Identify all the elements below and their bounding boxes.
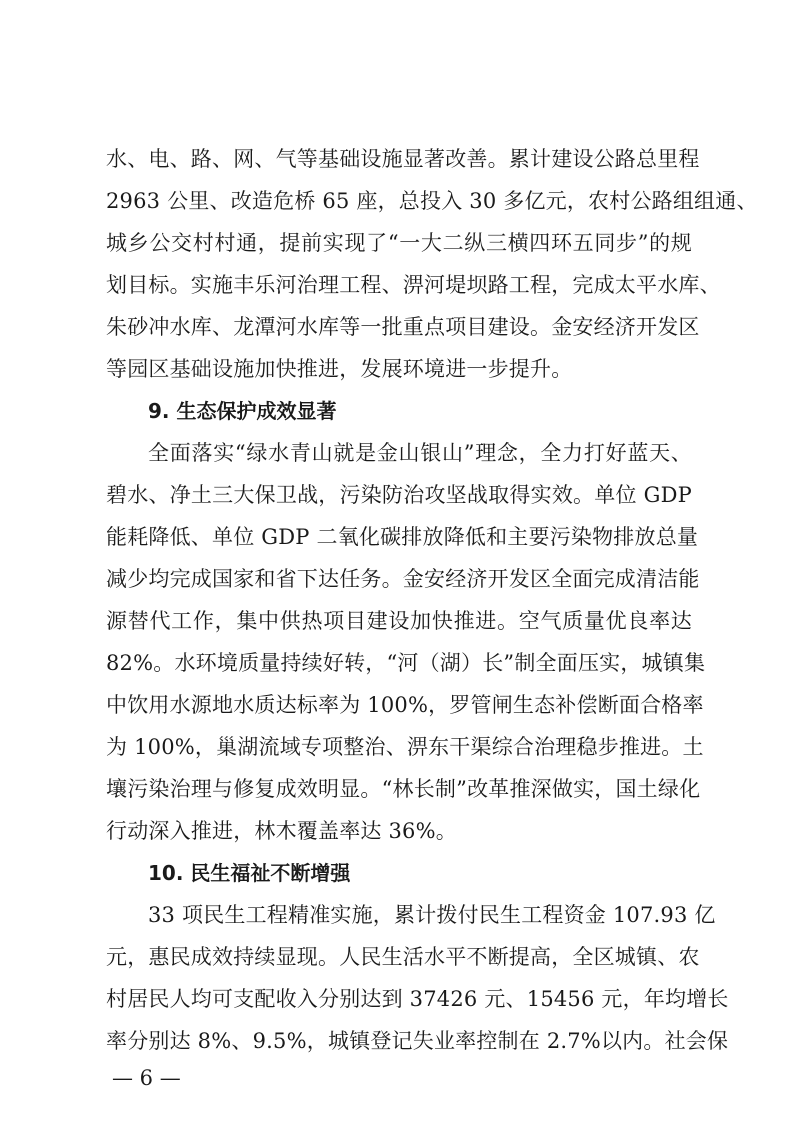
text-line: 源替代工作，集中供热项目建设加快推进。空气质量优良率达: [106, 609, 692, 633]
text-line: 城乡公交村村通，提前实现了“一大二纵三横四环五同步”的规: [106, 231, 692, 255]
text-line: 划目标。实施丰乐河治理工程、淠河堤坝路工程，完成太平水库、: [106, 273, 721, 297]
text-line: 率分别达 8%、9.5%，城镇登记失业率控制在 2.7%以内。社会保: [106, 1029, 729, 1053]
text-line: 村居民人均可支配收入分别达到 37426 元、15456 元，年均增长: [106, 987, 729, 1011]
text-line: 壤污染治理与修复成效明显。“林长制”改革推深做实，国土绿化: [106, 777, 701, 801]
text-line: 行动深入推进，林木覆盖率达 36%。: [106, 819, 457, 843]
text-line: 减少均完成国家和省下达任务。金安经济开发区全面完成清洁能: [106, 567, 700, 591]
text-line: 朱砂冲水库、龙潭河水库等一批重点项目建设。金安经济开发区: [106, 315, 700, 339]
text-line: 水、电、路、网、气等基础设施显著改善。累计建设公路总里程: [106, 147, 700, 171]
section-heading-ecology: 9. 生态保护成效显著: [148, 399, 337, 423]
text-line: 全面落实“绿水青山就是金山银山”理念，全力打好蓝天、: [148, 441, 692, 465]
page-number: — 6 —: [112, 1066, 181, 1090]
text-line: 82%。水环境质量持续好转，“河（湖）长”制全面压实，城镇集: [106, 651, 706, 675]
text-line: 碧水、净土三大保卫战，污染防治攻坚战取得实效。单位 GDP: [106, 483, 692, 507]
text-line: 元，惠民成效持续显现。人民生活水平不断提高，全区城镇、农: [106, 945, 700, 969]
text-line: 中饮用水源地水质达标率为 100%，罗管闸生态补偿断面合格率: [106, 693, 704, 717]
text-line: 能耗降低、单位 GDP 二氧化碳排放降低和主要污染物排放总量: [106, 525, 699, 549]
text-line: 等园区基础设施加快推进，发展环境进一步提升。: [106, 357, 573, 381]
text-line: 为 100%，巢湖流域专项整治、淠东干渠综合治理稳步推进。土: [106, 735, 704, 759]
section-heading-livelihood: 10. 民生福祉不断增强: [148, 861, 351, 885]
text-line: 33 项民生工程精准实施，累计拨付民生工程资金 107.93 亿: [148, 903, 716, 927]
text-line: 2963 公里、改造危桥 65 座，总投入 30 多亿元，农村公路组组通、: [106, 189, 758, 213]
